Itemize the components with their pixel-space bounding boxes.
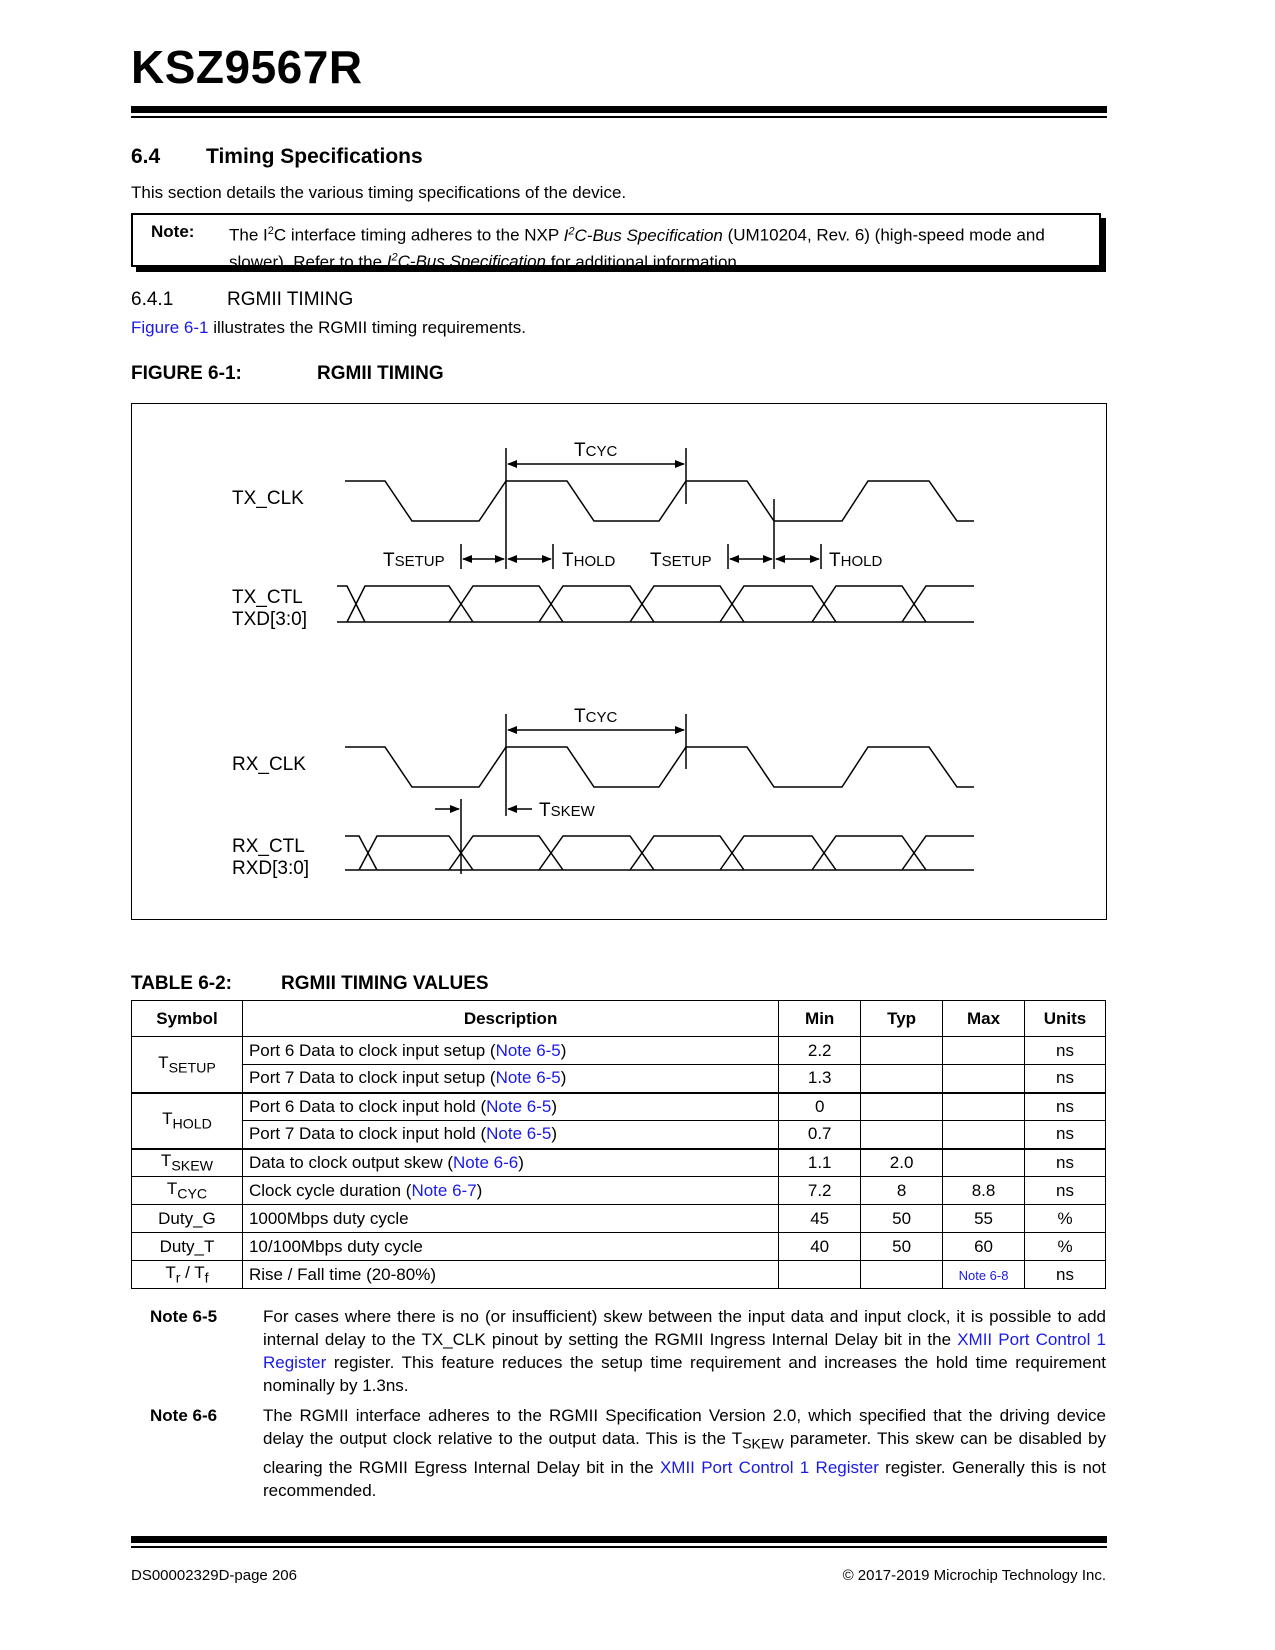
subsection-heading xyxy=(131,289,353,311)
typ-cell xyxy=(861,1121,943,1149)
note-text xyxy=(229,220,1093,273)
footer-rule-thin xyxy=(131,1546,1107,1548)
note-italic: C-Bus Specification xyxy=(397,252,546,272)
register-link[interactable]: XMII Port Control 1 Register xyxy=(659,1458,879,1478)
min-cell: 2.2 xyxy=(779,1037,861,1065)
note-text-part: C interface timing adheres to the NXP xyxy=(273,225,564,245)
section-title: Timing Specifications xyxy=(206,145,423,168)
units-cell: ns xyxy=(1025,1177,1106,1205)
units-cell: % xyxy=(1025,1233,1106,1261)
note-italic: C-Bus Specification xyxy=(574,225,723,245)
units-cell: ns xyxy=(1025,1121,1106,1149)
table-row xyxy=(132,1037,1106,1065)
units-cell: ns xyxy=(1025,1093,1106,1121)
note-link[interactable]: Note 6-5 xyxy=(495,1068,561,1088)
rx-clk-waveform xyxy=(345,747,974,787)
register-link[interactable]: XMII Port Control 1 Register xyxy=(263,1330,1106,1372)
note-label: Note: xyxy=(151,222,195,241)
note-link[interactable]: Note 6-8 xyxy=(958,1267,1009,1283)
tsetup-label-1: TSETUP xyxy=(383,550,445,571)
header-max: Max xyxy=(943,1001,1025,1037)
typ-cell: 50 xyxy=(861,1233,943,1261)
header-description: Description xyxy=(242,1001,778,1037)
max-cell xyxy=(943,1037,1025,1065)
min-cell xyxy=(779,1261,861,1289)
description-cell: Port 6 Data to clock input setup (Note 6-5) xyxy=(242,1037,778,1065)
symbol-cell: $T_{SETUP}$ xyxy=(132,1037,243,1093)
note-label: Note 6-5 xyxy=(150,1307,218,1326)
table-row xyxy=(132,1093,1106,1121)
min-cell: 0 xyxy=(779,1093,861,1121)
subsection-text-body: illustrates the RGMII timing requirements. xyxy=(208,318,526,337)
note-link[interactable]: Note 6-5 xyxy=(495,1040,561,1060)
max-cell: 8.8 xyxy=(943,1177,1025,1205)
note-item xyxy=(131,1305,1106,1397)
footer-doc-id: DS00002329D-page 206 xyxy=(131,1567,297,1584)
max-cell xyxy=(943,1149,1025,1177)
tx-ctl-label: TX_CTL xyxy=(232,587,303,608)
typ-cell: 50 xyxy=(861,1205,943,1233)
table-number: TABLE 6-2: xyxy=(131,973,232,994)
symbol-cell: Duty_T xyxy=(132,1233,243,1261)
units-cell: ns xyxy=(1025,1037,1106,1065)
max-cell: 55 xyxy=(943,1205,1025,1233)
description-cell: Data to clock output skew (Note 6-6) xyxy=(242,1149,778,1177)
units-cell: ns xyxy=(1025,1261,1106,1289)
table-header-row xyxy=(132,1001,1106,1037)
min-cell: 0.7 xyxy=(779,1121,861,1149)
typ-cell: 2.0 xyxy=(861,1149,943,1177)
symbol-cell: $T_{SKEW}$ xyxy=(132,1149,243,1177)
note-body: The RGMII interface adheres to the RGMII Specification Version 2.0, which specified that the driving device delay the output clock relative to the output data. This is the $T_{SKEW}$ parameter. This skew can be disabled by clearing the RGMII Egress Internal Delay bit in the XMII Port Control 1 Register register. Generally this is not recommended. xyxy=(263,1406,1107,1501)
subsection-title: RGMII TIMING xyxy=(227,289,354,310)
description-cell: Rise / Fall time (20-80%) xyxy=(242,1261,778,1289)
subsection-number: 6.4.1 xyxy=(131,289,174,310)
units-cell: ns xyxy=(1025,1065,1106,1093)
description-cell: Port 7 Data to clock input setup (Note 6-5) xyxy=(242,1065,778,1093)
timing-diagram-svg xyxy=(132,404,1108,921)
tx-data-waveform xyxy=(337,586,974,622)
thold-label-2: THOLD xyxy=(829,550,883,571)
tcyc-label-tx: TCYC xyxy=(574,440,618,461)
section-number: 6.4 xyxy=(131,145,161,168)
min-cell: 45 xyxy=(779,1205,861,1233)
table-notes xyxy=(131,1305,1106,1509)
typ-cell xyxy=(861,1065,943,1093)
note-sup: 2 xyxy=(267,225,274,237)
tx-clk-label: TX_CLK xyxy=(232,488,304,509)
symbol-cell: Duty_G xyxy=(132,1205,243,1233)
timing-diagram xyxy=(131,403,1107,920)
rx-data-waveform xyxy=(345,836,974,870)
symbol-cell: $T_{HOLD}$ xyxy=(132,1093,243,1149)
max-cell xyxy=(943,1261,1025,1289)
note-link[interactable]: Note 6-7 xyxy=(411,1180,477,1200)
note-sup: 2 xyxy=(568,225,575,237)
description-cell: 1000Mbps duty cycle xyxy=(242,1205,778,1233)
note-link[interactable]: Note 6-6 xyxy=(453,1152,519,1172)
note-italic: I xyxy=(386,252,392,272)
footer-rule-thick xyxy=(131,1536,1107,1543)
description-cell: Port 7 Data to clock input hold (Note 6-5) xyxy=(242,1121,778,1149)
section-heading xyxy=(131,145,423,169)
max-cell: 60 xyxy=(943,1233,1025,1261)
note-link[interactable]: Note 6-5 xyxy=(486,1124,552,1144)
note-box xyxy=(131,213,1101,272)
header-typ: Typ xyxy=(861,1001,943,1037)
min-cell: 7.2 xyxy=(779,1177,861,1205)
table-row xyxy=(132,1233,1106,1261)
table-row xyxy=(132,1261,1106,1289)
typ-cell xyxy=(861,1037,943,1065)
tsetup-label-2: TSETUP xyxy=(650,550,712,571)
figure-link[interactable]: Figure 6-1 xyxy=(131,318,209,337)
tcyc-label-rx: TCYC xyxy=(574,706,618,727)
units-cell: ns xyxy=(1025,1149,1106,1177)
figure-number: FIGURE 6-1: xyxy=(131,363,242,384)
note-label: Note 6-6 xyxy=(150,1406,218,1425)
note-text-part: for additional information. xyxy=(545,252,742,272)
min-cell: 1.1 xyxy=(779,1149,861,1177)
table-caption xyxy=(131,973,489,995)
header-symbol: Symbol xyxy=(132,1001,243,1037)
symbol-cell: $T_{CYC}$ xyxy=(132,1177,243,1205)
note-sup: 2 xyxy=(391,251,398,264)
rx-clk-label: RX_CLK xyxy=(232,754,306,775)
timing-table xyxy=(131,1000,1106,1289)
header-min: Min xyxy=(779,1001,861,1037)
header-units: Units xyxy=(1025,1001,1106,1037)
figure-title: RGMII TIMING xyxy=(317,363,444,384)
min-cell: 40 xyxy=(779,1233,861,1261)
description-cell: Clock cycle duration (Note 6-7) xyxy=(242,1177,778,1205)
min-cell: 1.3 xyxy=(779,1065,861,1093)
note-link[interactable]: Note 6-5 xyxy=(486,1096,552,1116)
units-cell: % xyxy=(1025,1205,1106,1233)
rxd-label: RXD[3:0] xyxy=(232,858,310,879)
tx-clk-waveform xyxy=(345,481,974,521)
note-body: For cases where there is no (or insufficient) skew between the input data and input clock, it is possible to add internal delay to the TX_CLK pinout by setting the RGMII Ingress Internal Delay bit in the XMII Port Control 1 Register register. This feature reduces the setup time requirement and increases the hold time requirement nominally by 1.3ns. xyxy=(263,1307,1106,1395)
header-rule-thick xyxy=(131,106,1107,113)
figure-caption xyxy=(131,363,444,385)
document-title: KSZ9567R xyxy=(131,41,363,93)
subsection-text xyxy=(131,318,526,338)
tskew-label: TSKEW xyxy=(539,800,595,821)
description-cell: 10/100Mbps duty cycle xyxy=(242,1233,778,1261)
txd-label: TXD[3:0] xyxy=(232,609,307,630)
note-text-part: The I xyxy=(229,225,268,245)
table-title: RGMII TIMING VALUES xyxy=(281,973,489,994)
table-row xyxy=(132,1149,1106,1177)
note-text-part: (UM10204, Rev. 6) (high-speed mode and slower). Refer to the xyxy=(229,225,1045,272)
note-item xyxy=(131,1404,1106,1502)
max-cell xyxy=(943,1065,1025,1093)
typ-cell xyxy=(861,1261,943,1289)
description-cell: Port 6 Data to clock input hold (Note 6-5) xyxy=(242,1093,778,1121)
table-row xyxy=(132,1205,1106,1233)
table-row xyxy=(132,1065,1106,1093)
typ-cell: 8 xyxy=(861,1177,943,1205)
footer-copyright: © 2017-2019 Microchip Technology Inc. xyxy=(842,1567,1106,1584)
max-cell xyxy=(943,1121,1025,1149)
thold-label-1: THOLD xyxy=(562,550,616,571)
section-intro: This section details the various timing specifications of the device. xyxy=(131,183,627,202)
typ-cell xyxy=(861,1093,943,1121)
table-row xyxy=(132,1121,1106,1149)
max-cell xyxy=(943,1093,1025,1121)
rx-ctl-label: RX_CTL xyxy=(232,836,305,857)
header-rule-thin xyxy=(131,116,1107,118)
symbol-cell: $T_r / T_f$ xyxy=(132,1261,243,1289)
table-row xyxy=(132,1177,1106,1205)
note-italic: I xyxy=(563,225,569,245)
